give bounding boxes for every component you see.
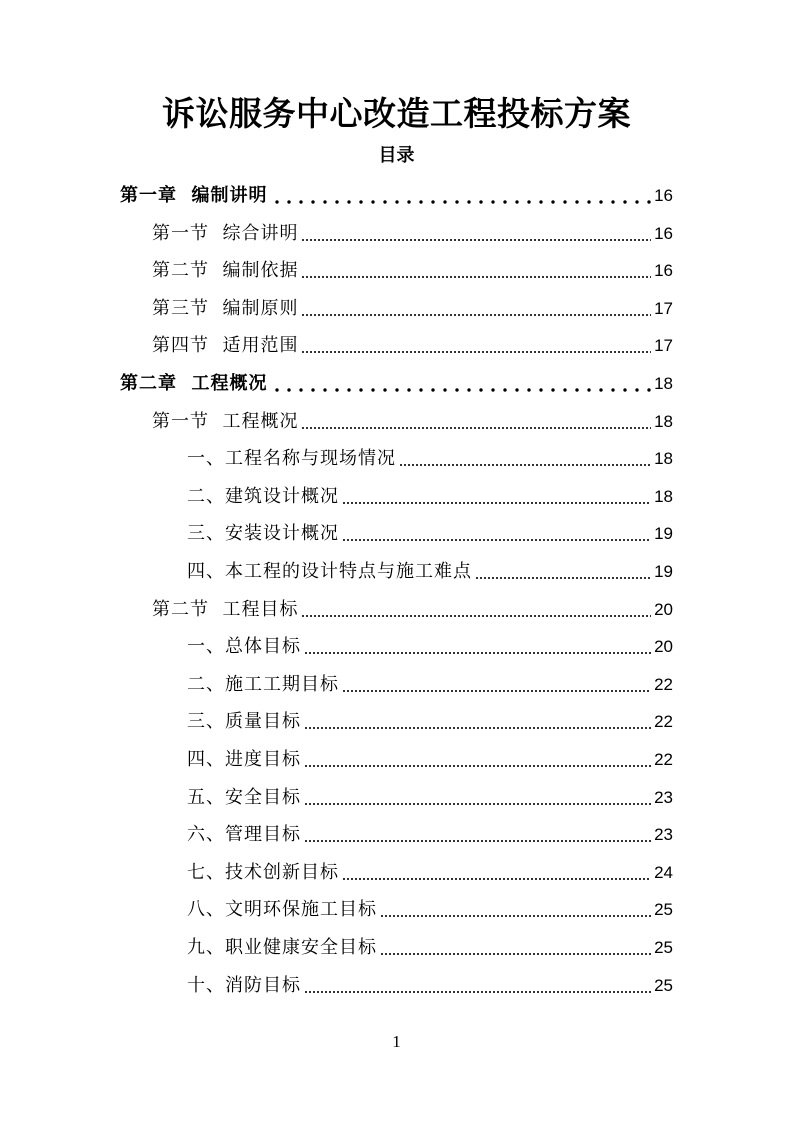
toc-entry-label: 一、工程名称与现场情况 <box>187 448 396 470</box>
toc-entry-label: 第二章 工程概况 <box>120 373 268 394</box>
toc-entry[interactable] <box>187 969 673 1003</box>
toc-entry-page: 22 <box>654 750 673 769</box>
toc-entry-label: 八、文明环保施工目标 <box>187 899 377 921</box>
toc-entry[interactable] <box>152 217 673 251</box>
toc-entry-label: 第一章 编制讲明 <box>120 185 268 206</box>
dot-leader <box>342 539 651 541</box>
dot-leader <box>304 803 651 805</box>
document-title: 诉讼服务中心改造工程投标方案 <box>162 94 631 133</box>
toc-entry[interactable] <box>152 254 673 288</box>
toc-entry-page: 16 <box>654 223 673 243</box>
toc-entry[interactable] <box>152 405 673 439</box>
toc-entry-label: 第二节 编制依据 <box>152 260 299 282</box>
toc-entry-page: 16 <box>654 186 673 205</box>
toc-entry[interactable] <box>152 292 673 326</box>
dot-leader <box>271 388 652 392</box>
toc-entry[interactable] <box>187 781 673 815</box>
dot-leader <box>342 878 651 880</box>
toc-entry[interactable] <box>152 329 673 363</box>
toc-entry-label: 五、安全目标 <box>187 786 301 808</box>
toc-entry-page: 19 <box>654 562 673 581</box>
toc-entry-page: 20 <box>654 599 673 619</box>
dot-leader <box>304 727 651 729</box>
dot-leader <box>301 351 651 353</box>
toc-entry[interactable] <box>152 593 673 627</box>
dot-leader <box>301 314 651 316</box>
dot-leader <box>475 577 651 579</box>
dot-leader <box>304 840 651 842</box>
toc-entry-label: 第三节 编制原则 <box>152 297 299 319</box>
toc-entry-page: 20 <box>654 637 673 657</box>
toc-entry-label: 第二节 工程目标 <box>152 598 299 620</box>
toc-entry[interactable] <box>187 743 673 777</box>
toc-entry-page: 22 <box>654 712 673 732</box>
dot-leader <box>304 991 651 993</box>
toc-entry-page: 25 <box>654 900 673 920</box>
toc-entry-label: 二、施工工期目标 <box>187 673 339 695</box>
dot-leader <box>304 652 651 654</box>
toc-entry-label: 九、职业健康安全目标 <box>187 937 377 958</box>
toc-entry-label: 十、消防目标 <box>187 974 301 996</box>
dot-leader <box>301 615 651 617</box>
toc-entry-page: 17 <box>654 298 673 318</box>
toc-entry[interactable] <box>187 517 673 551</box>
toc-entry-label: 七、技术创新目标 <box>187 861 339 883</box>
toc-chapter-entry[interactable] <box>120 179 673 213</box>
toc-entry[interactable] <box>187 555 673 589</box>
toc-entry[interactable] <box>187 818 673 852</box>
toc-entry-page: 25 <box>654 938 673 957</box>
toc-entry[interactable] <box>187 480 673 514</box>
toc-entry-page: 17 <box>654 336 673 356</box>
toc-entry-page: 24 <box>654 862 673 882</box>
dot-leader <box>342 690 651 692</box>
toc-entry-page: 25 <box>654 975 673 995</box>
dot-leader <box>399 464 651 466</box>
toc-entry-label: 第一节 工程概况 <box>152 410 299 432</box>
dot-leader <box>380 953 651 955</box>
toc-entry-page: 18 <box>654 411 673 431</box>
toc-entry-label: 四、本工程的设计特点与施工难点 <box>187 561 472 582</box>
toc-entry-page: 18 <box>654 449 673 469</box>
dot-leader <box>301 239 651 241</box>
toc-entry[interactable] <box>187 931 673 965</box>
toc-entry-label: 三、安装设计概况 <box>187 523 339 545</box>
toc-entry-page: 18 <box>654 374 673 393</box>
toc-entry-page: 19 <box>654 524 673 544</box>
toc-entry-page: 16 <box>654 261 673 281</box>
toc-entry-label: 二、建筑设计概况 <box>187 485 339 507</box>
dot-leader <box>301 276 651 278</box>
toc-entry-label: 四、进度目标 <box>187 749 301 770</box>
toc-entry[interactable] <box>187 442 673 476</box>
toc-entry-page: 18 <box>654 486 673 506</box>
toc-entry[interactable] <box>187 705 673 739</box>
toc-entry-label: 第四节 适用范围 <box>152 335 299 357</box>
toc-entry[interactable] <box>187 630 673 664</box>
dot-leader <box>380 915 651 917</box>
toc-heading: 目录 <box>378 145 415 166</box>
toc-entry[interactable] <box>187 668 673 702</box>
toc-entry-label: 第一节 综合讲明 <box>152 222 299 244</box>
dot-leader <box>301 427 651 429</box>
page-number: 1 <box>392 1032 401 1051</box>
toc-entry[interactable] <box>187 893 673 927</box>
toc-entry-label: 三、质量目标 <box>187 711 301 733</box>
toc-entry-page: 23 <box>654 787 673 807</box>
toc-entry[interactable] <box>187 856 673 890</box>
dot-leader <box>304 765 651 767</box>
toc-chapter-entry[interactable] <box>120 367 673 401</box>
toc-entry-label: 一、总体目标 <box>187 636 301 658</box>
toc-entry-page: 23 <box>654 825 673 845</box>
dot-leader <box>342 502 651 504</box>
toc-entry-label: 六、管理目标 <box>187 824 301 846</box>
dot-leader <box>271 200 652 204</box>
toc-entry-page: 22 <box>654 674 673 694</box>
